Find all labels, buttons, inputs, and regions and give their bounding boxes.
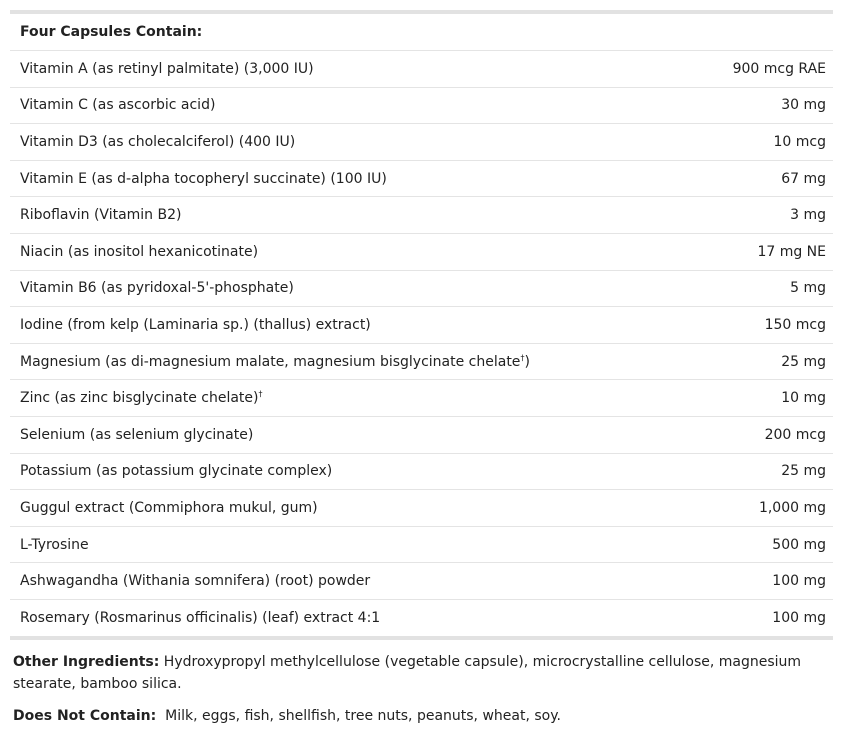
- ingredient-name: L-Tyrosine: [10, 526, 690, 563]
- table-header: Four Capsules Contain:: [10, 14, 833, 51]
- ingredient-amount: 25 mg: [690, 453, 833, 490]
- ingredient-notes: [13, 651, 831, 737]
- table-row: [10, 307, 833, 344]
- table-row: [10, 160, 833, 197]
- ingredient-name: Potassium (as potassium glycinate complex): [10, 453, 690, 490]
- ingredient-amount: 10 mcg: [690, 124, 833, 161]
- ingredient-amount: 1,000 mg: [690, 490, 833, 527]
- ingredient-name-cell: [10, 343, 690, 380]
- table-row: [10, 599, 833, 635]
- ingredient-amount: 5 mg: [690, 270, 833, 307]
- ingredient-name: Rosemary (Rosmarinus officinalis) (leaf) extract 4:1: [20, 609, 381, 626]
- table-row: [10, 124, 833, 161]
- does-not-contain-label: Does Not Contain:: [13, 708, 157, 724]
- ingredient-amount: 25 mg: [690, 343, 833, 380]
- table-row: [10, 380, 833, 417]
- table-row: [10, 563, 833, 600]
- table-row: [10, 490, 833, 527]
- ingredient-name: Selenium (as selenium glycinate): [10, 416, 690, 453]
- dagger-footnote-mark: †: [520, 352, 525, 362]
- table-row: [10, 270, 833, 307]
- ingredient-name-suffix: ): [524, 353, 530, 370]
- ingredient-amount: 100 mg: [772, 609, 826, 626]
- ingredient-amount: 67 mg: [690, 160, 833, 197]
- ingredient-amount: 17 mg NE: [690, 233, 833, 270]
- other-ingredients: [13, 651, 831, 695]
- table-row: [10, 453, 833, 490]
- ingredient-name: Vitamin B6 (as pyridoxal-5'-phosphate): [10, 270, 690, 307]
- ingredient-amount: 3 mg: [690, 197, 833, 234]
- ingredient-name: Ashwagandha (Withania somnifera) (root) powder: [10, 563, 690, 600]
- ingredient-name: Vitamin A (as retinyl palmitate) (3,000 IU): [10, 51, 690, 88]
- ingredient-name-cell: [10, 380, 690, 417]
- other-ingredients-text: Hydroxypropyl methylcellulose (vegetable capsule), microcrystalline cellulose, magnesium stearate, bamboo silica.: [13, 654, 802, 692]
- ingredient-amount: 10 mg: [690, 380, 833, 417]
- table-header-row: [10, 14, 833, 51]
- table-row: [10, 51, 833, 88]
- table-row: [10, 233, 833, 270]
- ingredient-name: Vitamin E (as d-alpha tocopheryl succinate) (100 IU): [10, 160, 690, 197]
- ingredient-name: Vitamin D3 (as cholecalciferol) (400 IU): [10, 124, 690, 161]
- does-not-contain: [13, 705, 831, 727]
- dagger-footnote-mark: †: [258, 389, 263, 399]
- ingredient-name: Niacin (as inositol hexanicotinate): [10, 233, 690, 270]
- ingredient-name: Magnesium (as di-magnesium malate, magnesium bisglycinate chelate: [20, 353, 521, 370]
- ingredient-name: Vitamin C (as ascorbic acid): [10, 87, 690, 124]
- ingredient-name: Guggul extract (Commiphora mukul, gum): [10, 490, 690, 527]
- ingredient-amount: 500 mg: [690, 526, 833, 563]
- table-row: [10, 416, 833, 453]
- ingredient-name: Zinc (as zinc bisglycinate chelate): [20, 390, 259, 407]
- other-ingredients-label: Other Ingredients:: [13, 654, 160, 670]
- table-row: [10, 343, 833, 380]
- ingredient-amount: 900 mcg RAE: [690, 51, 833, 88]
- ingredient-amount: 100 mg: [690, 563, 833, 600]
- ingredient-amount: 150 mcg: [690, 307, 833, 344]
- ingredient-amount: 30 mg: [690, 87, 833, 124]
- does-not-contain-text: Milk, eggs, fish, shellfish, tree nuts, peanuts, wheat, soy.: [165, 708, 561, 724]
- ingredient-name: Iodine (from kelp (Laminaria sp.) (thallus) extract): [10, 307, 690, 344]
- ingredient-name: Riboflavin (Vitamin B2): [10, 197, 690, 234]
- table-row: [10, 87, 833, 124]
- ingredient-amount: 200 mcg: [690, 416, 833, 453]
- supplement-facts-table: [10, 14, 833, 636]
- table-row: [10, 197, 833, 234]
- table-row: [10, 526, 833, 563]
- supplement-facts-panel: [10, 10, 833, 640]
